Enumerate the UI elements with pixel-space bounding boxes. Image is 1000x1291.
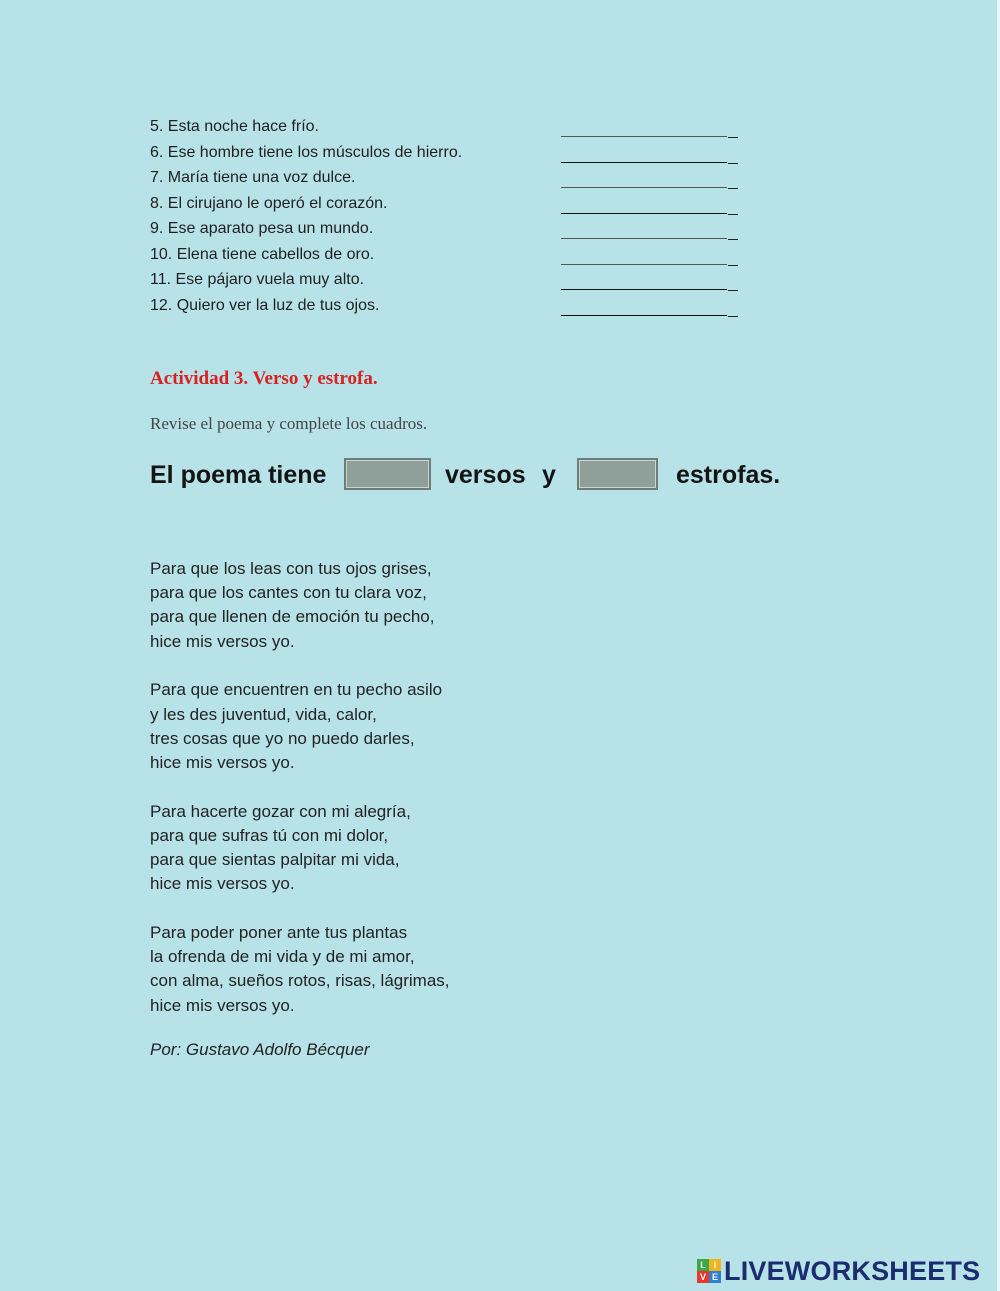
poem-verse: hice mis versos yo. bbox=[150, 995, 295, 1015]
poem-author: Por: Gustavo Adolfo Bécquer bbox=[150, 1040, 370, 1059]
mark-letter-v: V bbox=[697, 1271, 709, 1283]
mark-letter-i: I bbox=[709, 1259, 721, 1271]
sentence-text: 10. Elena tiene cabellos de oro. bbox=[150, 245, 375, 263]
activity-instruction: Revise el poema y complete los cuadros. bbox=[150, 414, 428, 433]
poem-verse: hice mis versos yo. bbox=[150, 752, 295, 772]
poem-verse: hice mis versos yo. bbox=[150, 874, 295, 894]
sentence-row bbox=[150, 193, 750, 219]
sentence-row bbox=[150, 269, 750, 295]
poem-verse: para que los cantes con tu clara voz, bbox=[150, 583, 427, 603]
sentence-row bbox=[150, 116, 750, 142]
poem-stanza bbox=[150, 921, 570, 1018]
poem-verse: Para hacerte gozar con mi alegría, bbox=[150, 801, 411, 821]
answer-blank[interactable] bbox=[561, 168, 739, 188]
sentence-list bbox=[150, 116, 750, 320]
liveworksheets-mark-icon bbox=[697, 1259, 721, 1283]
sentence-row bbox=[150, 142, 750, 168]
poem-verse: para que llenen de emoción tu pecho, bbox=[150, 607, 435, 627]
poem-verse: Para que los leas con tus ojos grises, bbox=[150, 559, 432, 578]
poem-verse: y les des juventud, vida, calor, bbox=[150, 704, 377, 724]
poem-verse: tres cosas que yo no puedo darles, bbox=[150, 728, 415, 748]
sentence-text: 8. El cirujano le operó el corazón. bbox=[150, 194, 388, 212]
poem-stanza bbox=[150, 557, 570, 654]
answer-blank[interactable] bbox=[561, 143, 739, 163]
sentence-text: 7. María tiene una voz dulce. bbox=[150, 169, 356, 186]
answer-blank[interactable] bbox=[561, 194, 739, 214]
answer-blank[interactable] bbox=[561, 245, 739, 265]
answer-blank[interactable] bbox=[561, 117, 739, 137]
statement-part2: versos bbox=[445, 461, 526, 489]
sentence-text: 11. Ese pájaro vuela muy alto. bbox=[150, 271, 365, 288]
answer-blank[interactable] bbox=[561, 219, 739, 239]
poem-verse: hice mis versos yo. bbox=[150, 631, 295, 651]
poem-verse: Para poder poner ante tus plantas bbox=[150, 922, 408, 942]
poem-stanza bbox=[150, 678, 570, 775]
poem-verse: con alma, sueños rotos, risas, lágrimas, bbox=[150, 971, 450, 991]
liveworksheets-wordmark: LIVEWORKSHEETS bbox=[724, 1255, 981, 1286]
poem-verse: la ofrenda de mi vida y de mi amor, bbox=[150, 947, 415, 967]
sentence-text: 5. Esta noche hace frío. bbox=[150, 118, 319, 135]
sentence-row bbox=[150, 167, 750, 193]
activity-title: Actividad 3. Verso y estrofa. bbox=[150, 368, 378, 389]
mark-letter-e: E bbox=[709, 1271, 721, 1283]
poem-verse: para que sientas palpitar mi vida, bbox=[150, 850, 400, 870]
poem bbox=[150, 557, 570, 1042]
poem-stanza bbox=[150, 800, 570, 897]
statement-part4: estrofas. bbox=[676, 461, 781, 489]
mark-letter-l: L bbox=[697, 1259, 709, 1271]
sentence-text: 12. Quiero ver la luz de tus ojos. bbox=[150, 296, 380, 314]
sentence-text: 9. Ese aparato pesa un mundo. bbox=[150, 220, 374, 237]
answer-blank[interactable] bbox=[561, 270, 739, 290]
poem-verse: para que sufras tú con mi dolor, bbox=[150, 825, 389, 845]
answer-blank[interactable] bbox=[561, 296, 739, 316]
stanzas-count-input[interactable] bbox=[577, 458, 658, 490]
sentence-row bbox=[150, 244, 750, 270]
sentence-text: 6. Ese hombre tiene los músculos de hierro. bbox=[150, 143, 463, 161]
verses-count-input[interactable] bbox=[344, 458, 431, 490]
statement-part3: y bbox=[542, 461, 556, 489]
poem-verse: Para que encuentren en tu pecho asilo bbox=[150, 680, 443, 700]
sentence-row bbox=[150, 218, 750, 244]
sentence-row bbox=[150, 295, 750, 321]
liveworksheets-logo[interactable] bbox=[697, 1256, 980, 1286]
statement-row bbox=[150, 458, 850, 498]
statement-part1: El poema tiene bbox=[150, 461, 327, 489]
